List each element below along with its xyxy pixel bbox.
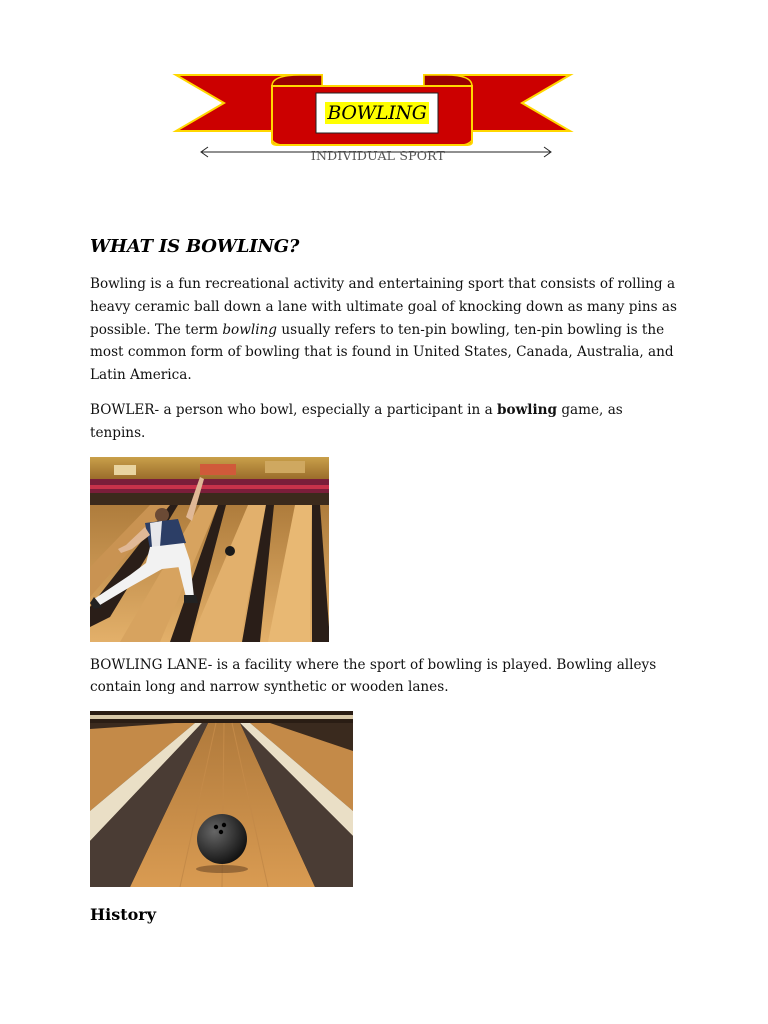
banner-subtitle: INDIVIDUAL SPORT bbox=[310, 148, 446, 163]
lane-text: - is a facility where the sport of bowling is played. Bowling alleys contain long and narrow synthetic or wooden lanes. bbox=[90, 656, 657, 696]
bowler-bold: bowling bbox=[497, 401, 557, 418]
main-content bbox=[90, 236, 680, 887]
bowler-definition bbox=[90, 399, 680, 445]
history-heading: History bbox=[90, 905, 156, 924]
section-heading: WHAT IS BOWLING? bbox=[90, 236, 300, 257]
banner-title bbox=[318, 95, 436, 131]
bowling-lane-photo bbox=[90, 711, 353, 887]
bowler-term: BOWLER bbox=[90, 401, 155, 418]
intro-text-2: usually refers to ten-pin bowling, ten-pin bowling is the most common form of bowling that is found in United States, Canada, Australia, and Latin America. bbox=[90, 321, 674, 384]
bowler-photo bbox=[90, 457, 329, 642]
intro-paragraph bbox=[90, 273, 680, 387]
intro-text-1: Bowling is a fun recreational activity and entertaining sport that consists of rolling a heavy ceramic ball down a lane with ultimate goal of knocking down as many pins as possible. The term bbox=[90, 276, 677, 338]
bowler-text-2: game, as tenpins. bbox=[90, 401, 623, 441]
lane-definition bbox=[90, 654, 680, 700]
lane-term: BOWLING LANE bbox=[90, 656, 208, 673]
bowler-text-1: - a person who bowl, especially a participant in a bbox=[154, 401, 497, 418]
intro-emphasis: bowling bbox=[222, 321, 278, 338]
banner-title-text: BOWLING bbox=[327, 102, 427, 124]
